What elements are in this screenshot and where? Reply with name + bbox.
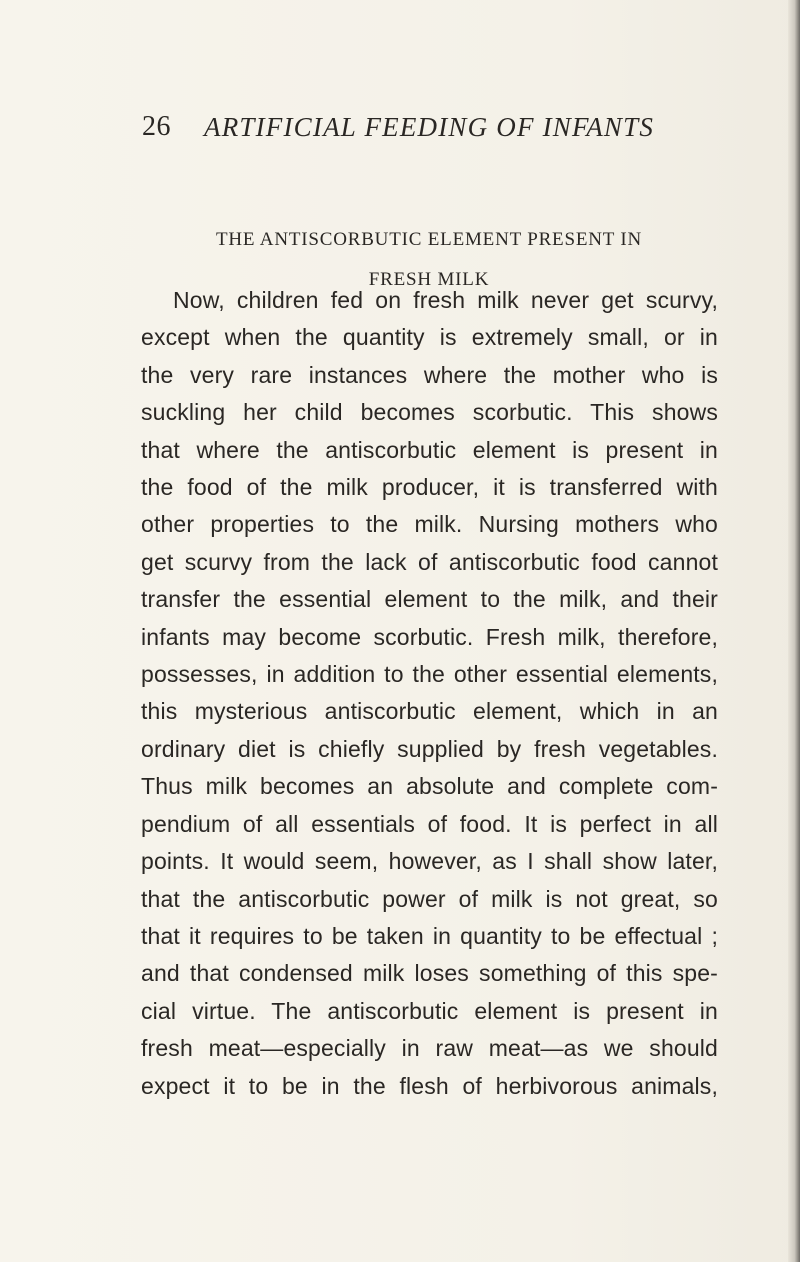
text-line-6: the food of the milk producer, it is transferred with bbox=[141, 474, 718, 501]
text-line-1: Now, children fed on fresh milk never get scurvy, bbox=[173, 287, 718, 313]
body-paragraph bbox=[141, 282, 718, 1105]
page-number: 26 bbox=[142, 111, 171, 142]
text-line-17: that the antiscorbutic power of milk is not great, so bbox=[141, 885, 718, 912]
text-line-21: fresh meat—especially in raw meat—as we should bbox=[141, 1035, 718, 1062]
text-line-4: suckling her child becomes scorbutic. This shows bbox=[141, 399, 718, 426]
text-line-13: ordinary diet is chiefly supplied by fresh vegetables. bbox=[141, 735, 718, 762]
section-heading-line-1: THE ANTISCORBUTIC ELEMENT PRESENT IN bbox=[215, 229, 643, 250]
text-line-15: pendium of all essentials of food. It is perfect in all bbox=[141, 810, 718, 837]
text-line-12: this mysterious antiscorbutic element, which in an bbox=[141, 698, 718, 725]
text-line-19: and that condensed milk loses something of this spe- bbox=[141, 960, 718, 987]
text-line-7: other properties to the milk. Nursing mothers who bbox=[141, 511, 718, 538]
text-line-22: expect it to be in the flesh of herbivorous animals, bbox=[141, 1072, 718, 1099]
text-line-20: cial virtue. The antiscorbutic element is present in bbox=[141, 997, 718, 1024]
page-edge-shadow bbox=[788, 0, 800, 1262]
text-line-10: infants may become scorbutic. Fresh milk, therefore, bbox=[141, 623, 718, 650]
running-head bbox=[142, 110, 702, 150]
text-line-3: the very rare instances where the mother who is bbox=[141, 361, 718, 388]
text-line-11: possesses, in addition to the other essential elements, bbox=[141, 661, 718, 688]
text-line-2: except when the quantity is extremely small, or in bbox=[141, 324, 718, 351]
running-title: ARTIFICIAL FEEDING OF INFANTS bbox=[204, 112, 655, 142]
text-line-18: that it requires to be taken in quantity to be effectual ; bbox=[141, 922, 718, 949]
section-heading-line-2: FRESH MILK bbox=[368, 269, 490, 290]
text-line-14: Thus milk becomes an absolute and complete com- bbox=[141, 773, 718, 800]
text-line-5: that where the antiscorbutic element is present in bbox=[141, 436, 718, 463]
text-line-9: transfer the essential element to the milk, and their bbox=[141, 586, 718, 613]
text-line-16: points. It would seem, however, as I shall show later, bbox=[141, 848, 718, 875]
text-line-8: get scurvy from the lack of antiscorbutic food cannot bbox=[141, 548, 718, 575]
